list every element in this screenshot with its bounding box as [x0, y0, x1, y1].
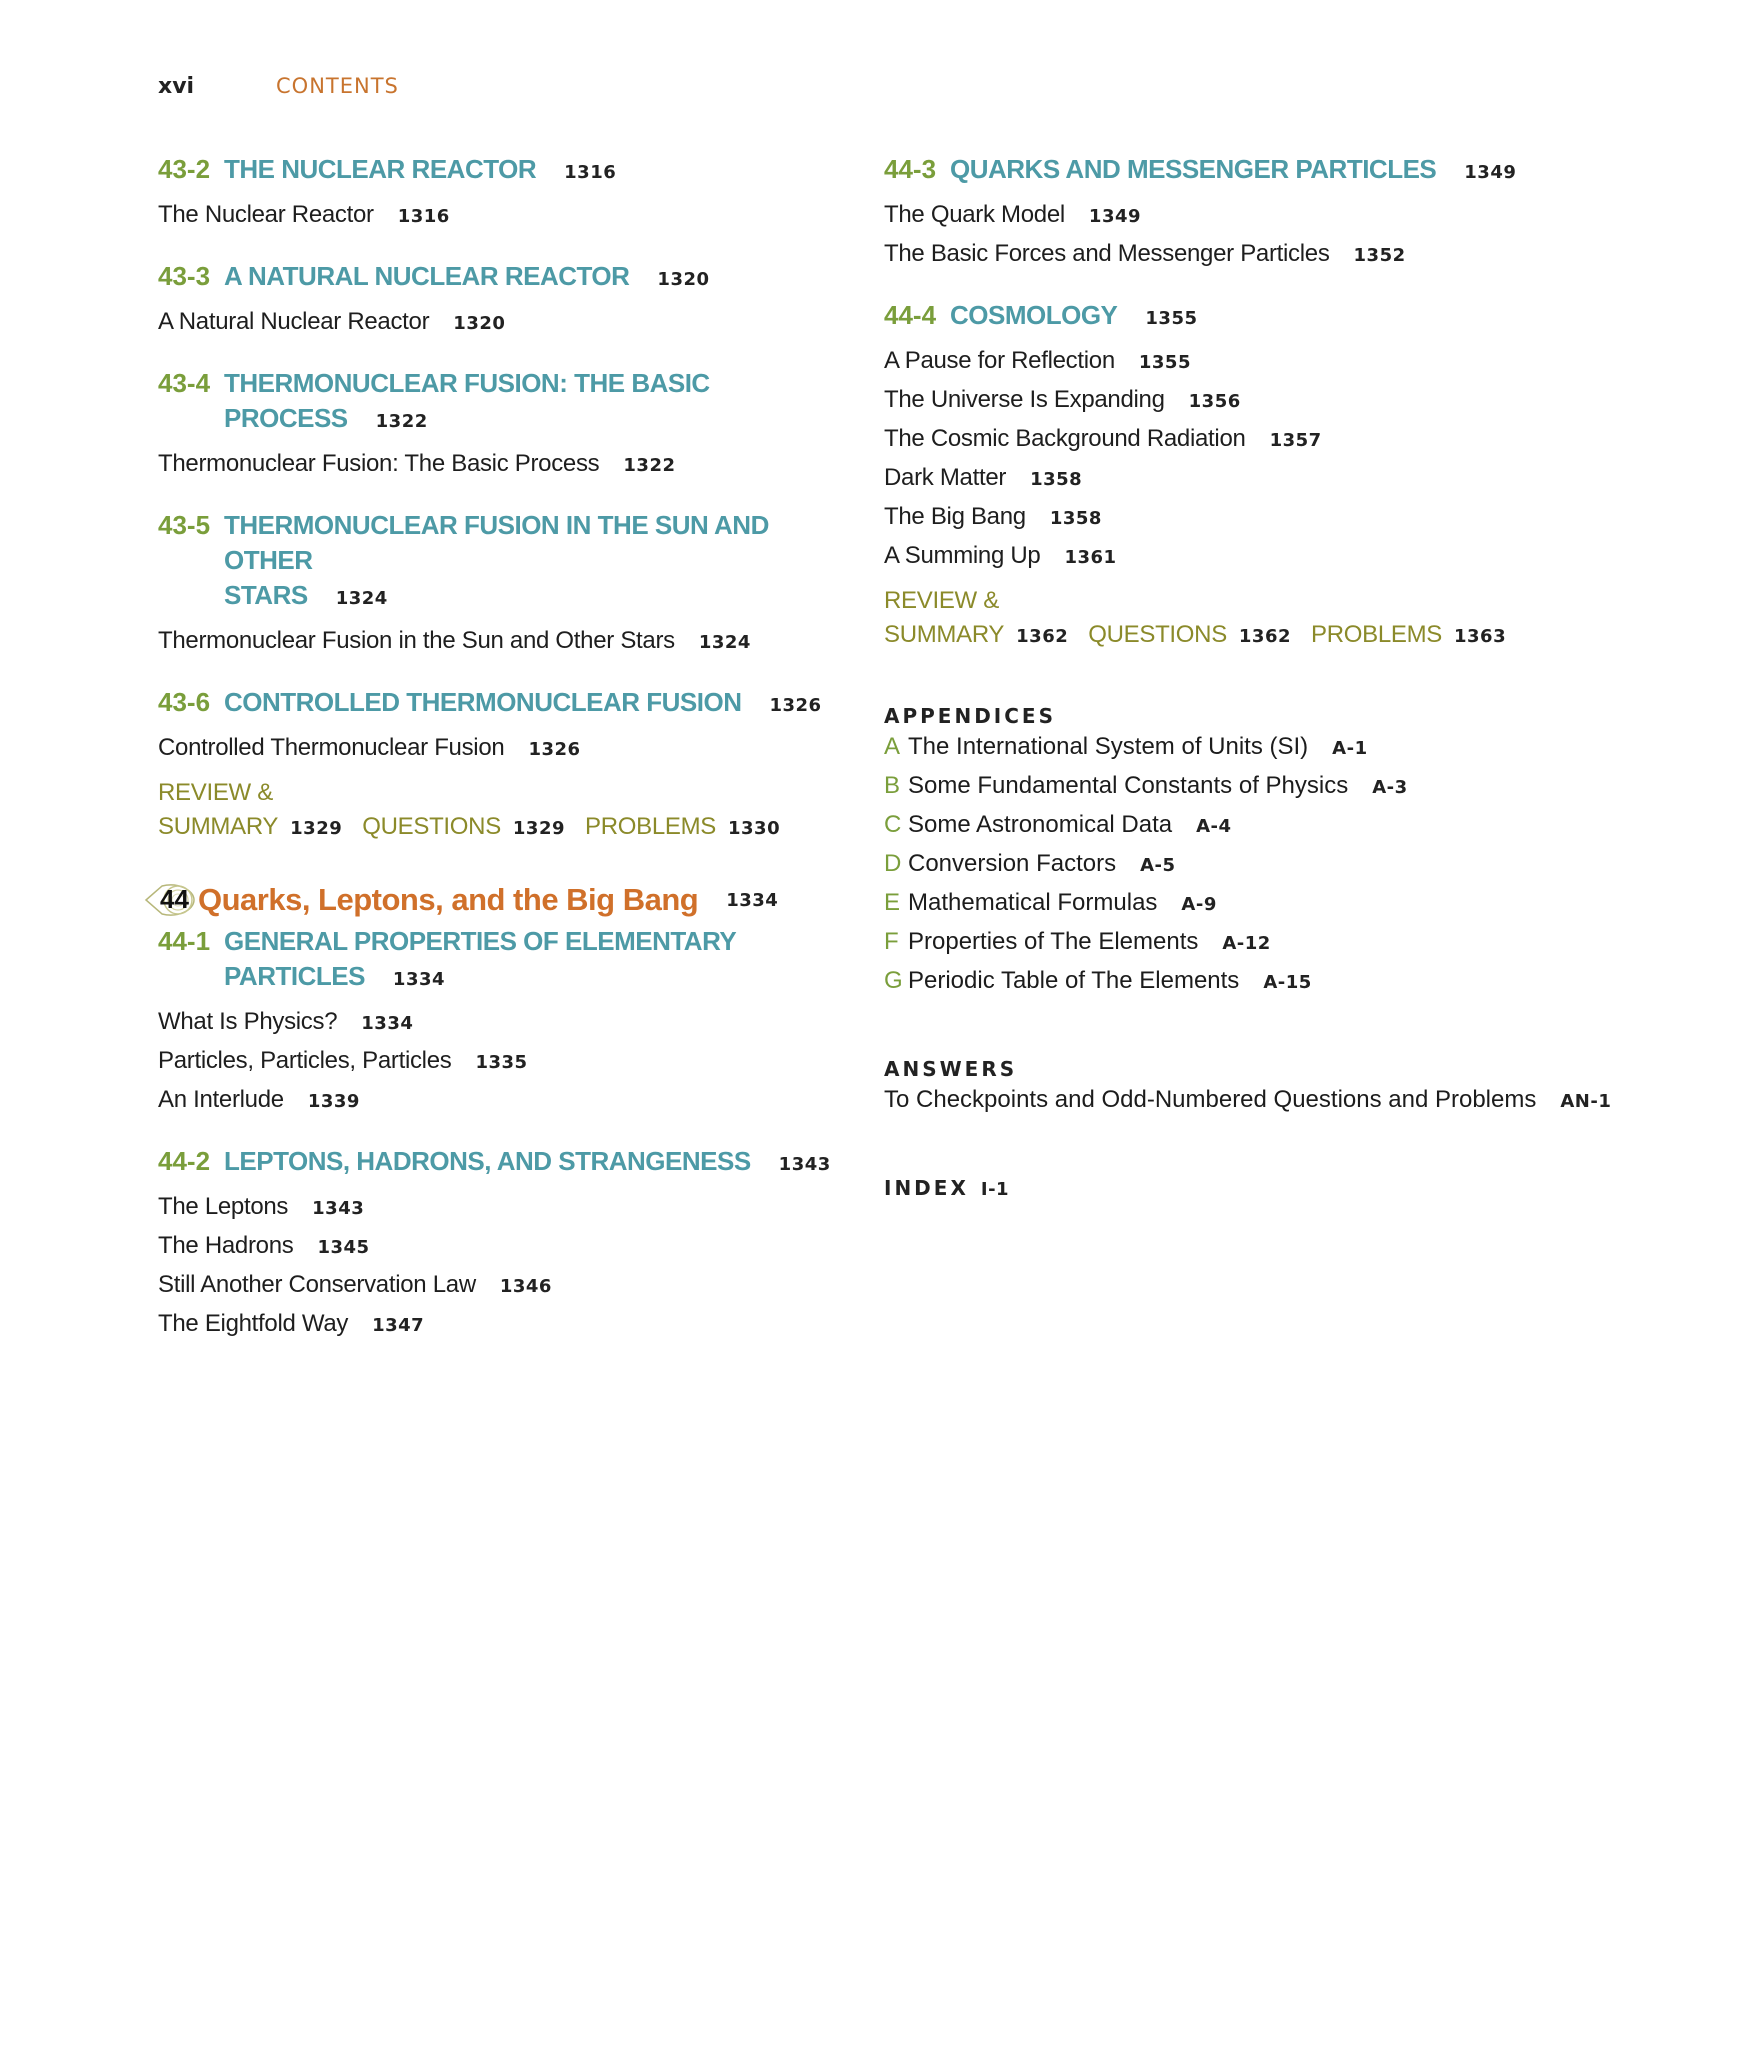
toc-item[interactable]: Thermonuclear Fusion in the Sun and Other Stars 1324	[158, 627, 751, 654]
review-summary-link[interactable]: REVIEW & SUMMARY	[884, 587, 1005, 648]
index-page: I-1	[980, 1179, 1010, 1200]
section-title[interactable]: THE NUCLEAR REACTOR	[224, 154, 537, 184]
right-column	[884, 152, 1644, 1200]
section-page: 1320	[657, 269, 710, 290]
toc-item[interactable]: A Pause for Reflection 1355	[884, 347, 1191, 374]
page-header	[158, 74, 399, 108]
index-block[interactable]	[884, 1176, 1644, 1200]
answers-heading: ANSWERS	[884, 1057, 1018, 1081]
review-summary-link[interactable]: REVIEW & SUMMARY	[158, 779, 279, 840]
section-number: 43-4	[158, 368, 211, 398]
toc-section-44-1	[158, 924, 858, 1120]
left-column	[158, 152, 858, 1368]
section-title-line1[interactable]: THERMONUCLEAR FUSION IN THE SUN AND OTHER	[224, 510, 769, 575]
section-number: 43-6	[158, 687, 211, 717]
review-summary-line: REVIEW & SUMMARY 1362 QUESTIONS 1362 PROBLEMS 1363	[884, 587, 1507, 648]
toc-item[interactable]: Still Another Conservation Law 1346	[158, 1271, 552, 1298]
toc-section-44-3	[884, 152, 1644, 274]
questions-link[interactable]: QUESTIONS	[1088, 621, 1227, 648]
section-title-line1[interactable]: GENERAL PROPERTIES OF ELEMENTARY	[224, 926, 737, 956]
section-title[interactable]: CONTROLLED THERMONUCLEAR FUSION	[224, 687, 742, 717]
section-title[interactable]: LEPTONS, HADRONS, AND STRANGENESS	[224, 1146, 751, 1176]
toc-item[interactable]: A Summing Up 1361	[884, 542, 1117, 569]
section-number: 44-4	[884, 300, 937, 330]
toc-item[interactable]: The Quark Model 1349	[884, 201, 1142, 228]
section-title-line1[interactable]: THERMONUCLEAR FUSION: THE BASIC	[224, 368, 710, 398]
toc-section-44-2	[158, 1144, 858, 1344]
problems-link[interactable]: PROBLEMS	[1311, 621, 1442, 648]
section-number: 44-3	[884, 154, 937, 184]
answers-block	[884, 1057, 1644, 1120]
toc-section-43-4	[158, 366, 858, 484]
section-page: 1322	[375, 411, 428, 432]
toc-item[interactable]: What Is Physics? 1334	[158, 1008, 414, 1035]
page-number: xvi	[158, 74, 195, 99]
appendix-item[interactable]: B Some Fundamental Constants of Physics A-3	[884, 772, 1408, 799]
section-title[interactable]: COSMOLOGY	[950, 300, 1118, 330]
section-number: 44-2	[158, 1146, 211, 1176]
chapter-page: 1334	[726, 889, 779, 911]
toc-item[interactable]: The Nuclear Reactor 1316	[158, 201, 450, 228]
appendix-item[interactable]: E Mathematical Formulas A-9	[884, 889, 1217, 916]
chapter-badge-icon	[144, 880, 198, 920]
section-page: 1343	[778, 1154, 831, 1175]
section-title[interactable]: QUARKS AND MESSENGER PARTICLES	[950, 154, 1437, 184]
toc-item[interactable]: Dark Matter 1358	[884, 464, 1083, 491]
toc-section-44-4	[884, 298, 1644, 576]
section-page: 1349	[1464, 162, 1517, 183]
toc-section-43-3	[158, 259, 858, 342]
section-title-line2[interactable]: PARTICLES	[224, 961, 365, 991]
section-page: 1324	[335, 588, 388, 609]
running-title: CONTENTS	[276, 74, 399, 98]
section-number: 43-5	[158, 510, 211, 540]
toc-item[interactable]: The Universe Is Expanding 1356	[884, 386, 1241, 413]
section-title-line2[interactable]: PROCESS	[224, 403, 348, 433]
toc-item[interactable]: Thermonuclear Fusion: The Basic Process 1322	[158, 450, 676, 477]
toc-item[interactable]: An Interlude 1339	[158, 1086, 360, 1113]
toc-item[interactable]: The Cosmic Background Radiation 1357	[884, 425, 1322, 452]
appendix-item[interactable]: C Some Astronomical Data A-4	[884, 811, 1232, 838]
appendix-item[interactable]: F Properties of The Elements A-12	[884, 928, 1271, 955]
chapter-number: 44	[160, 884, 189, 914]
questions-link[interactable]: QUESTIONS	[362, 813, 501, 840]
toc-item[interactable]: Controlled Thermonuclear Fusion 1326	[158, 734, 581, 761]
toc-section-43-5	[158, 508, 858, 661]
section-page: 1316	[564, 162, 617, 183]
appendices-block	[884, 704, 1644, 1001]
toc-item[interactable]: A Natural Nuclear Reactor 1320	[158, 308, 506, 335]
appendices-heading: APPENDICES	[884, 704, 1056, 728]
toc-item[interactable]: The Big Bang 1358	[884, 503, 1102, 530]
section-page: 1326	[769, 695, 822, 716]
index-heading: INDEX	[884, 1176, 969, 1200]
section-title[interactable]: A NATURAL NUCLEAR REACTOR	[224, 261, 630, 291]
toc-item[interactable]: The Leptons 1343	[158, 1193, 365, 1220]
answers-item[interactable]: To Checkpoints and Odd-Numbered Questions and Problems AN-1	[884, 1086, 1612, 1113]
appendix-item[interactable]: G Periodic Table of The Elements A-15	[884, 967, 1312, 994]
toc-section-43-2	[158, 152, 858, 235]
appendix-item[interactable]: D Conversion Factors A-5	[884, 850, 1176, 877]
section-number: 44-1	[158, 926, 211, 956]
toc-item[interactable]: The Basic Forces and Messenger Particles 1352	[884, 240, 1406, 267]
section-number: 43-2	[158, 154, 211, 184]
problems-link[interactable]: PROBLEMS	[585, 813, 716, 840]
chapter-heading	[158, 880, 858, 920]
section-page: 1334	[392, 969, 446, 990]
review-summary-line: REVIEW & SUMMARY 1329 QUESTIONS 1329 PROBLEMS 1330	[158, 779, 781, 840]
chapter-title[interactable]: Quarks, Leptons, and the Big Bang	[198, 882, 699, 917]
section-title-line2[interactable]: STARS	[224, 580, 308, 610]
toc-item[interactable]: Particles, Particles, Particles 1335	[158, 1047, 528, 1074]
toc-section-43-6	[158, 685, 858, 768]
toc-item[interactable]: The Eightfold Way 1347	[158, 1310, 425, 1337]
section-number: 43-3	[158, 261, 211, 291]
toc-item[interactable]: The Hadrons 1345	[158, 1232, 370, 1259]
section-page: 1355	[1145, 308, 1198, 329]
appendix-item[interactable]: A The International System of Units (SI) A-1	[884, 733, 1368, 760]
